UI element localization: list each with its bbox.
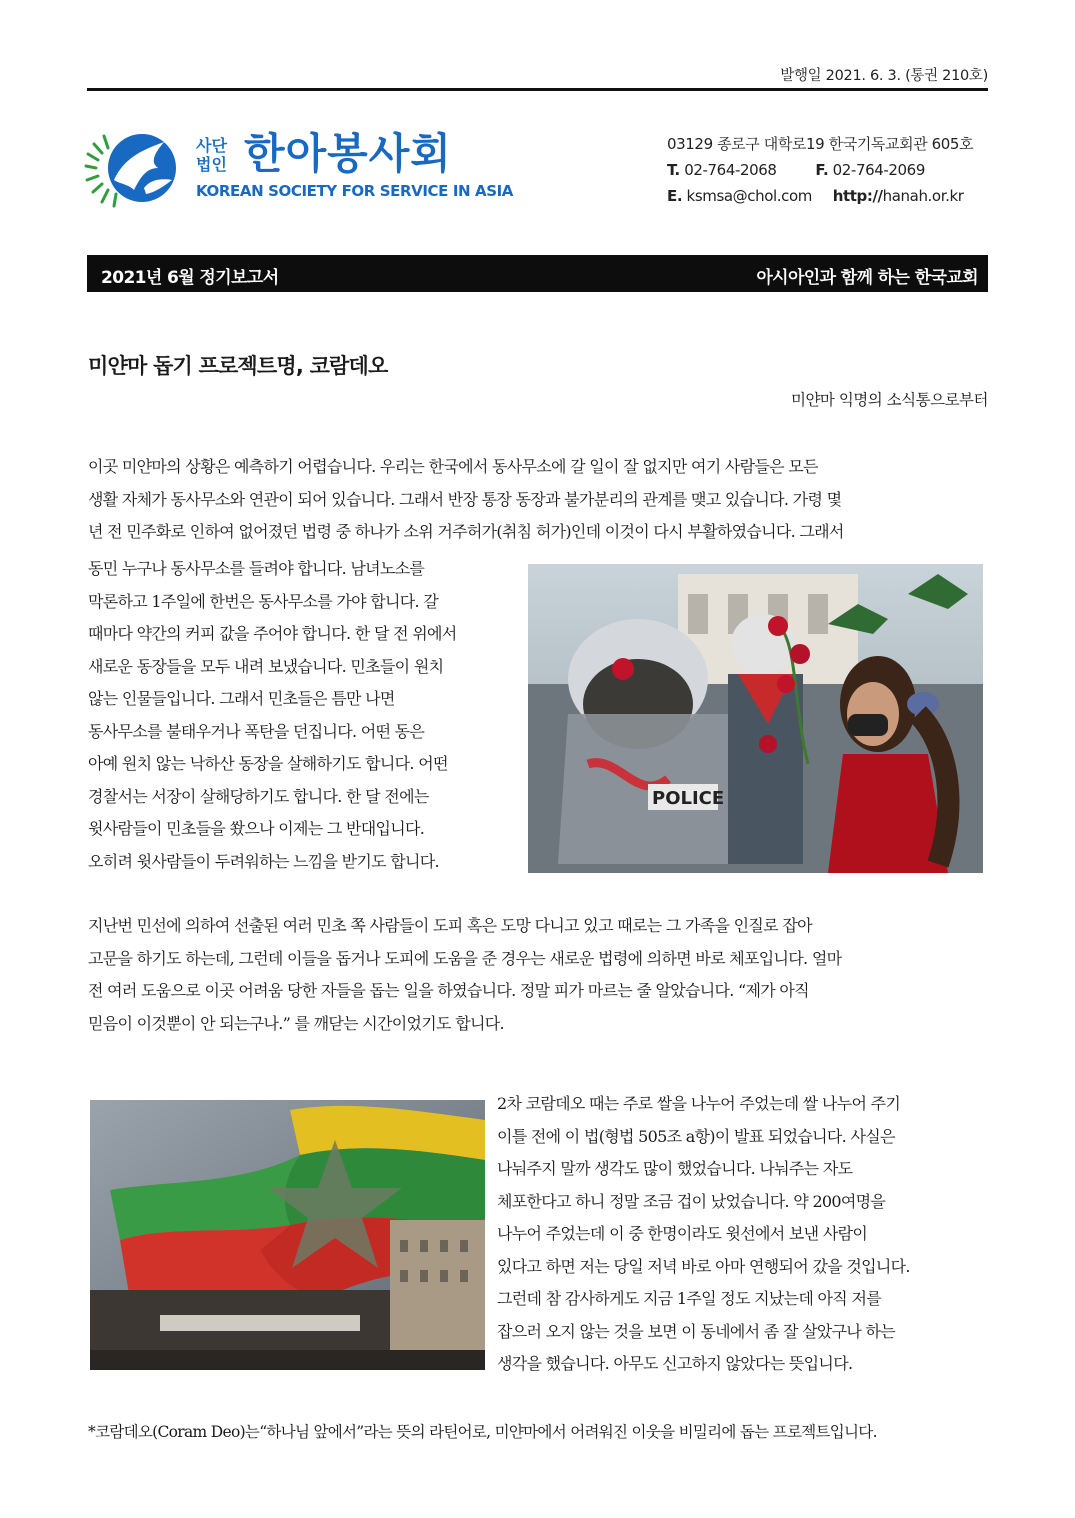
banner-left: 2021년 6월 정기보고서 bbox=[101, 268, 279, 288]
paragraph-2: 지난번 민선에 의하여 선출된 여러 민초 쪽 사람들이 도피 혹은 도망 다니고 있고 때로는 그 가족을 인질로 잡아 고문을 하기도 하는데, 그런데 이들을 돕거나 도피에 도움을 준 경우는 새로운 법령에 의하면 바로 체포입니다. 얼마 전 여러 도움으로 이곳 어려움 당한 자들을 돕는 일을 하였습니다. 정말 피가 마르는 줄 알았습니다. “제가 아직 믿음이 이것뿐이 안 되는구나.” 를 깨닫는 시간이었기도 합니다. bbox=[88, 916, 842, 1033]
email-link[interactable]: ksmsa@chol.com bbox=[686, 187, 812, 205]
issue-date: 발행일 2021. 6. 3. (통권 210호) bbox=[780, 68, 988, 84]
article-source: 미얀마 익명의 소식통으로부터 bbox=[790, 391, 988, 409]
report-banner bbox=[87, 255, 988, 292]
myanmar-flag-photo bbox=[90, 1100, 485, 1370]
banner-right: 아시아인과 함께 하는 한국교회 bbox=[756, 268, 978, 288]
fax: 02-764-2069 bbox=[832, 161, 925, 179]
web-link[interactable]: hanah.or.kr bbox=[882, 187, 964, 205]
email-label: E. bbox=[667, 187, 683, 205]
dove-emblem-icon bbox=[84, 128, 194, 208]
logo-legal-type: 사단 법인 bbox=[196, 136, 227, 174]
logo-name-ko: 한아봉사회 bbox=[244, 129, 452, 178]
footnote: *코람데오(Coram Deo)는“하나님 앞에서”라는 뜻의 라틴어로, 미얀마에서 어려워진 이웃을 비밀리에 돕는 프로젝트입니다. bbox=[88, 1423, 877, 1441]
address: 03129 종로구 대학로19 한국기독교회관 605호 bbox=[667, 135, 974, 153]
police-shield-text: POLICE bbox=[652, 788, 725, 809]
web-label: http:// bbox=[832, 187, 883, 205]
tel-label: T. bbox=[667, 161, 680, 179]
tel: 02-764-2068 bbox=[684, 161, 777, 179]
article-title: 미얀마 돕기 프로젝트명, 코람데오 bbox=[88, 354, 388, 378]
fax-label: F. bbox=[815, 161, 829, 179]
protest-photo-roses bbox=[528, 564, 983, 873]
contact-block bbox=[667, 131, 973, 209]
paragraph-1-wrap: 동민 누구나 동사무소를 들려야 합니다. 남녀노소를 막론하고 1주일에 한번은 동사무소를 가야 합니다. 갈 때마다 약간의 커피 값을 주어야 합니다. 한 달 전 위에서 새로운 동장들을 모두 내려 보냈습니다. 민초들이 원치 않는 인물들입니다. 그래서 민초들은 틈만 나면 동사무소를 불태우거나 폭탄을 던집니다. 어떤 동은 아예 원치 않는 낙하산 동장을 살해하기도 합니다. 어떤 경찰서는 서장이 살해당하기도 합니다. 한 달 전에는 윗사람들이 민초들을 쐈으나 이제는 그 반대입니다. 오히려 윗사람들이 두려워하는 느낌을 받기도 합니다. bbox=[88, 559, 457, 871]
org-logo bbox=[84, 128, 513, 208]
top-rule bbox=[87, 88, 988, 91]
paragraph-3: 2차 코람데오 때는 주로 쌀을 나누어 주었는데 쌀 나누어 주기 이틀 전에 이 법(형법 505조 a항)이 발표 되었습니다. 사실은 나눠주지 말까 생각도 많이 했었습니다. 나눠주는 자도 체포한다고 하니 정말 조금 겁이 났었습니다. 약 200여명을 나누어 주었는데 이 중 한명이라도 윗선에서 보낸 사람이 있다고 하면 저는 당일 저녁 바로 아마 연행되어 갔을 것입니다. 그런데 참 감사하게도 지금 1주일 정도 지났는데 아직 저를 잡으러 오지 않는 것을 보면 이 동네에서 좀 잘 살았구나 하는 생각을 했습니다. 아무도 신고하지 않았다는 뜻입니다. bbox=[497, 1094, 910, 1373]
logo-name-en: KOREAN SOCIETY FOR SERVICE IN ASIA bbox=[196, 182, 513, 200]
paragraph-1-full: 이곳 미얀마의 상황은 예측하기 어렵습니다. 우리는 한국에서 동사무소에 갈 일이 잘 없지만 여기 사람들은 모든 생활 자체가 동사무소와 연관이 되어 있습니다. 그래서 반장 통장 동장과 불가분리의 관계를 맺고 있습니다. 가령 몇 년 전 민주화로 인하여 없어졌던 법령 중 하나가 소위 거주허가(취침 허가)인데 이것이 다시 부활하였습니다. 그래서 bbox=[88, 457, 844, 541]
